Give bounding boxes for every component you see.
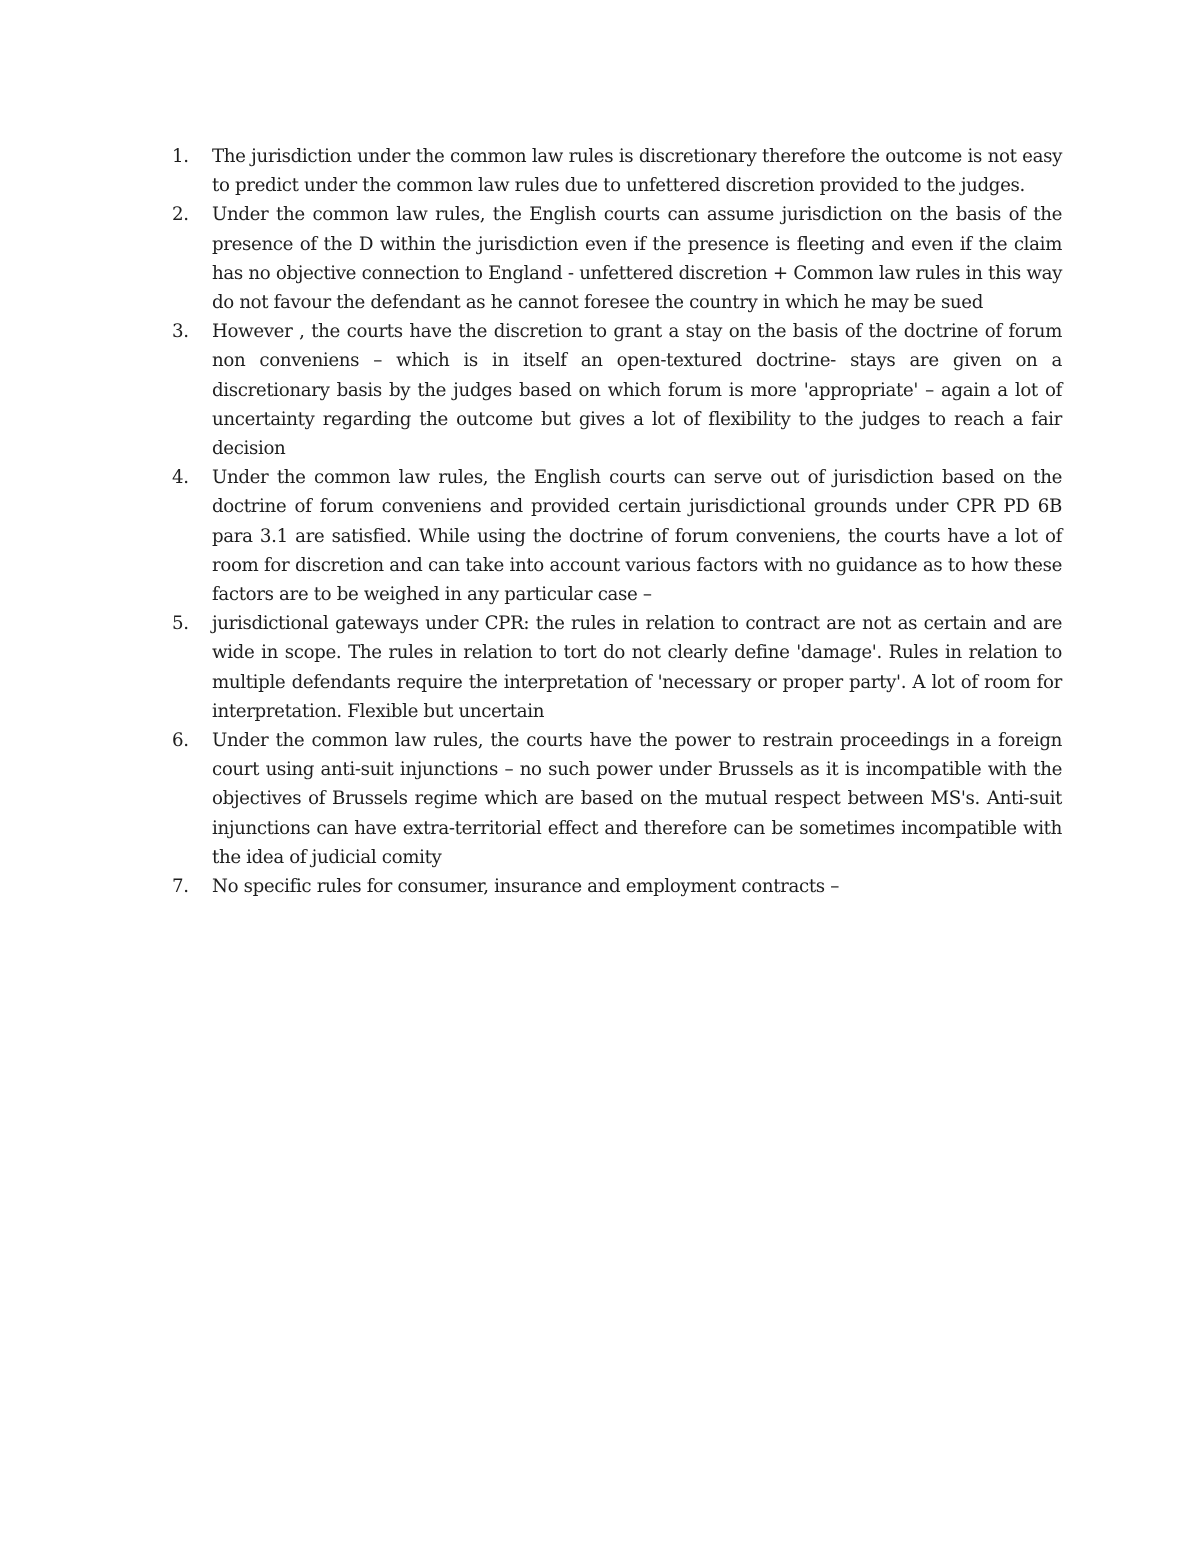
numbered-list (172, 142, 1062, 901)
list-item (172, 200, 1062, 317)
list-item-text: Under the common law rules, the English courts can serve out of jurisdiction based on the doctrine of forum conveniens and provided certain jurisdictional grounds under CPR PD 6B para 3.1 are satisfied. While using the doctrine of forum conveniens, the courts have a lot of room for discretion and can take into account various factors with no guidance as to how these factors are to be weighed in any particular case – (212, 467, 1062, 606)
list-item (172, 726, 1062, 872)
list-item-number: 5. (172, 613, 189, 635)
list-item-number: 7. (172, 876, 189, 898)
list-item (172, 609, 1062, 726)
list-item-number: 2. (172, 204, 189, 226)
list-item-text: The jurisdiction under the common law rules is discretionary therefore the outcome is not easy to predict under the common law rules due to unfettered discretion provided to the judges. (212, 146, 1062, 197)
list-item-number: 6. (172, 730, 189, 752)
list-item-number: 3. (172, 321, 189, 343)
list-item-text: However , the courts have the discretion to grant a stay on the basis of the doctrine of forum non conveniens – which is in itself an open-textured doctrine- stays are given on a discretionary basis by the judges based on which forum is more 'appropriate' – again a lot of uncertainty regarding the outcome but gives a lot of flexibility to the judges to reach a fair decision (212, 321, 1062, 460)
list-item (172, 317, 1062, 463)
list-item (172, 463, 1062, 609)
list-item-number: 4. (172, 467, 189, 489)
list-item-number: 1. (172, 146, 189, 167)
list-item-text: No specific rules for consumer, insurance and employment contracts – (212, 876, 839, 898)
list-item-text: Under the common law rules, the English courts can assume jurisdiction on the basis of the presence of the D within the jurisdiction even if the presence is fleeting and even if the claim has no objective connection to England - unfettered discretion + Common law rules in this way do not favour the defendant as he cannot foresee the country in which he may be sued (212, 204, 1062, 314)
list-item (172, 142, 1062, 200)
list-item (172, 872, 1062, 901)
list-item-text: jurisdictional gateways under CPR: the rules in relation to contract are not as certain and are wide in scope. The rules in relation to tort do not clearly define 'damage'. Rules in relation to multiple defendants require the interpretation of 'necessary or proper party'. A lot of room for interpretation. Flexible but uncertain (212, 613, 1062, 722)
list-item-text: Under the common law rules, the courts have the power to restrain proceedings in a foreign court using anti-suit injunctions – no such power under Brussels as it is incompatible with the objectives of Brussels regime which are based on the mutual respect between MS's. Anti-suit injunctions can have extra-territorial effect and therefore can be sometimes incompatible with the idea of judicial comity (212, 730, 1062, 868)
